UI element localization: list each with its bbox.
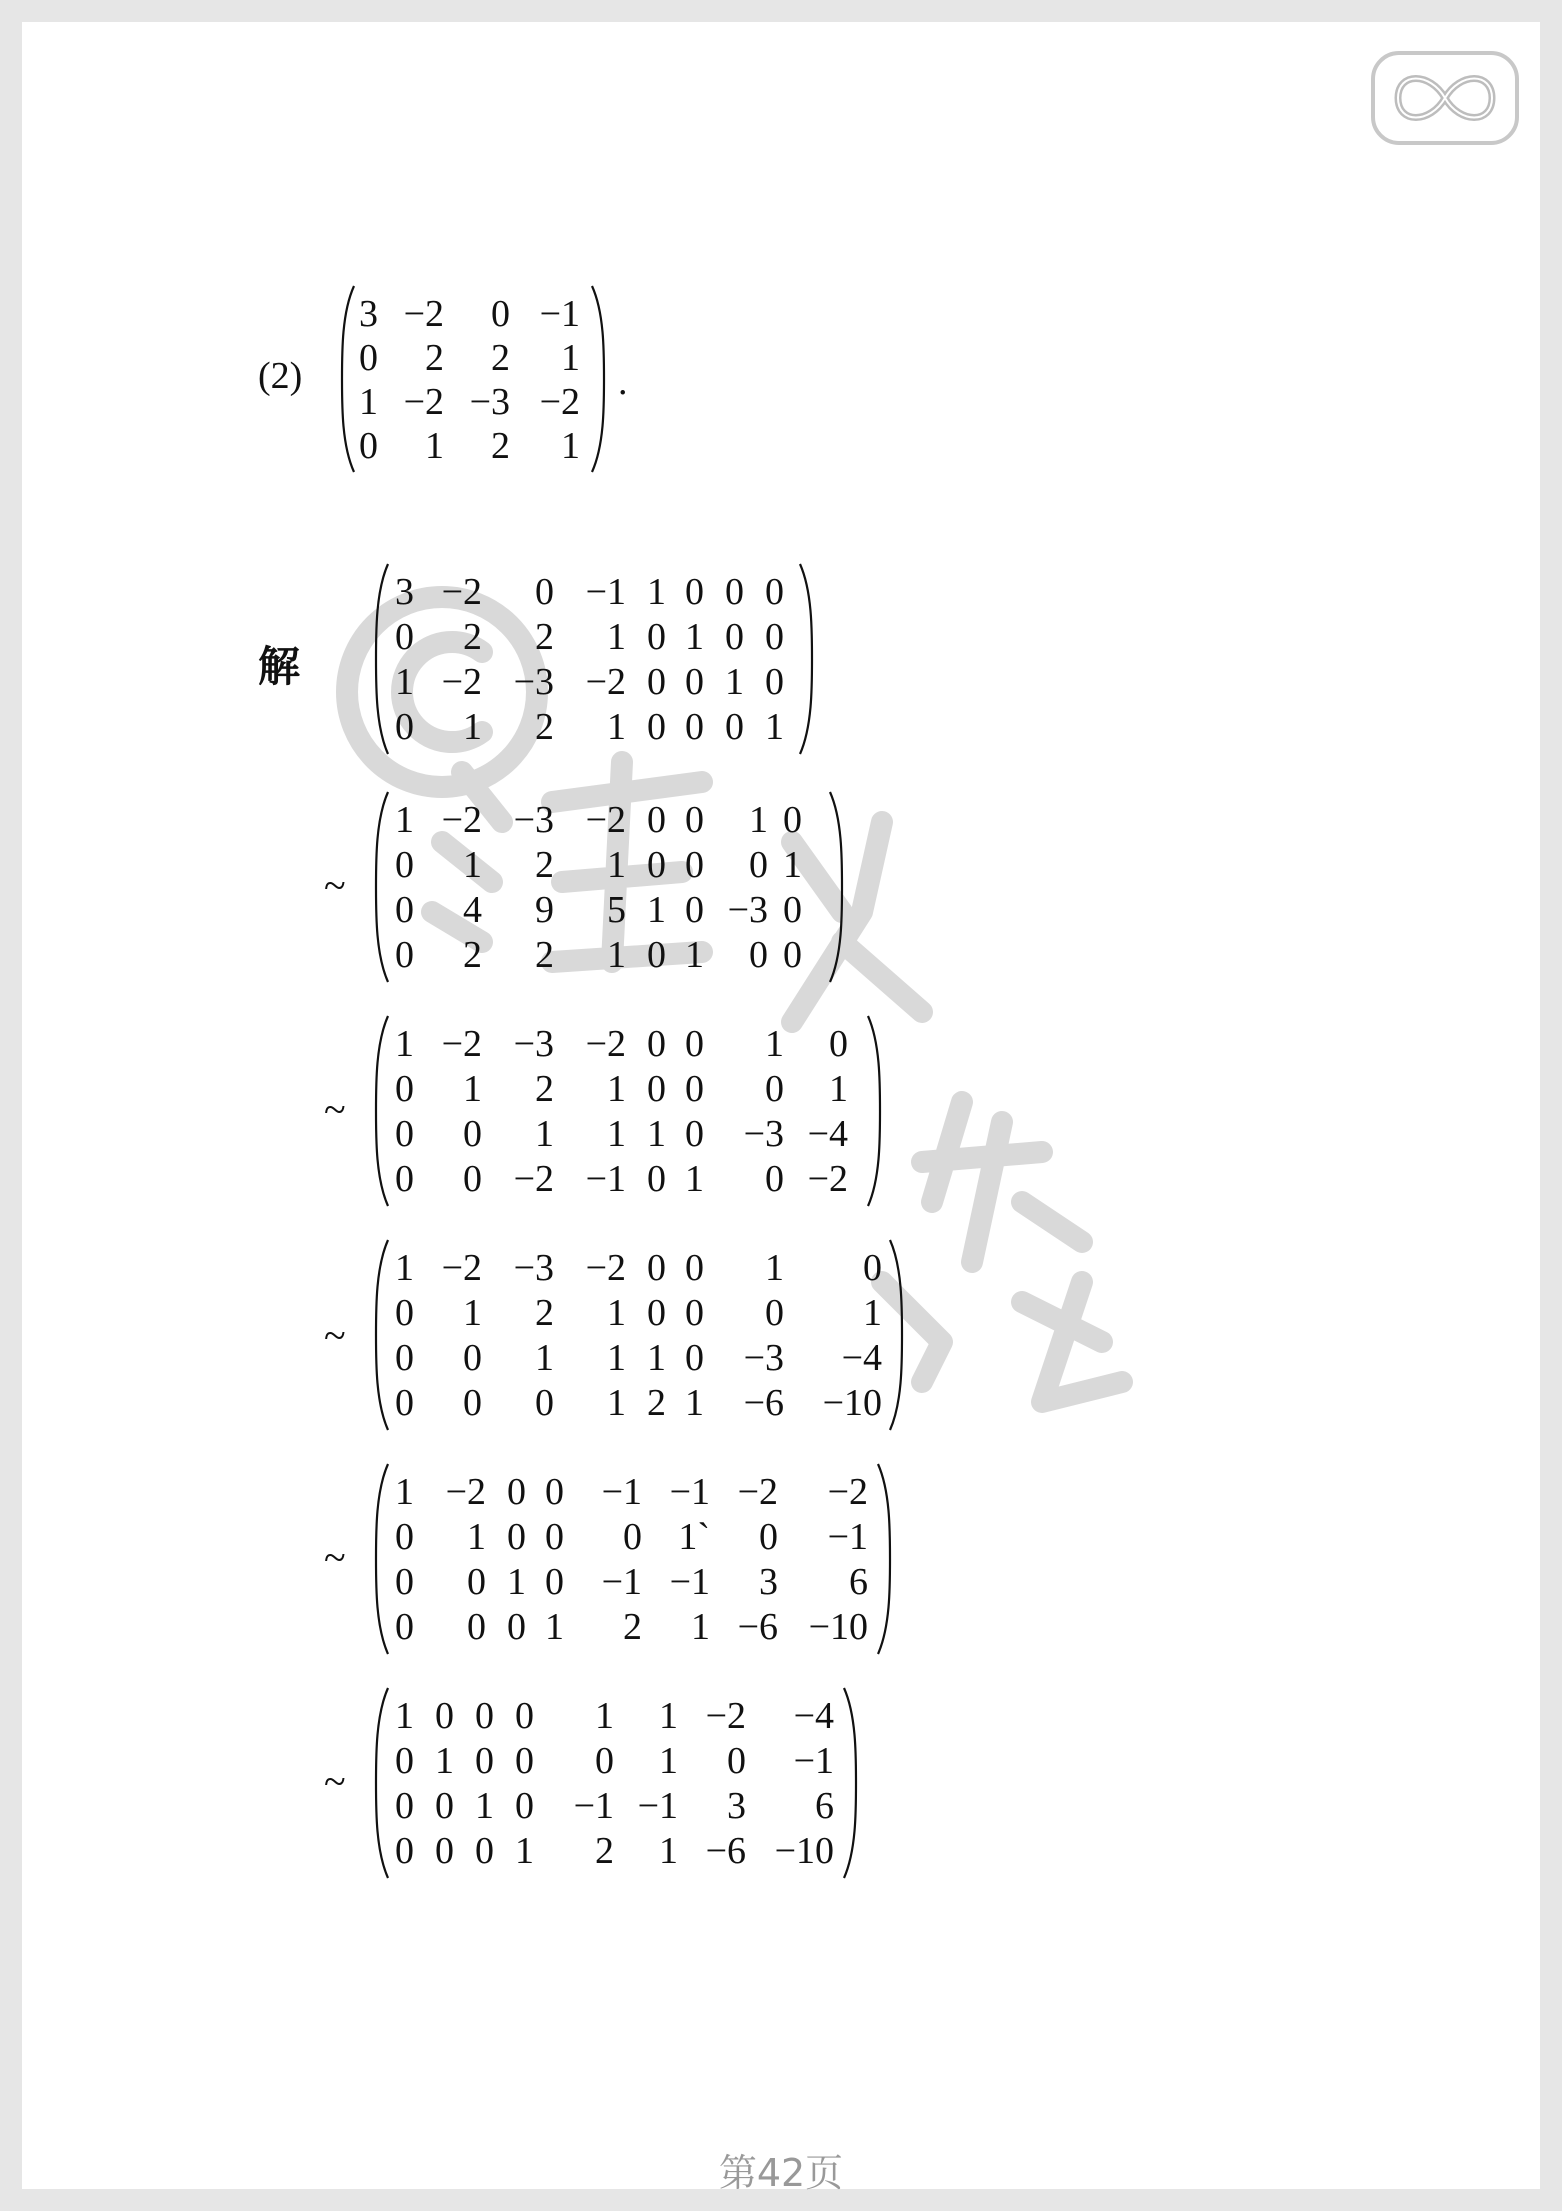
matrix-entry: −2 [441,799,482,841]
matrix-entry: 1 [647,571,666,613]
matrix-entry: 0 [783,799,802,841]
matrix-entry: 1 [863,1292,882,1334]
matrix-entry: −1 [669,1471,710,1513]
matrix-entry: 0 [765,616,784,658]
row-equivalence-tilde: ~ [324,1087,346,1132]
matrix-entry: 2 [491,337,510,379]
matrix-entry: 0 [545,1561,564,1603]
matrix-row [340,336,606,380]
matrix-entry: 0 [685,889,704,931]
matrix-entry: 3 [395,571,414,613]
matrix-entry: 1 [545,1606,564,1648]
matrix-entry: 1 [659,1695,678,1737]
matrix-entry: 0 [395,934,414,976]
matrix-row [374,1515,892,1559]
augmented-matrix-5 [374,1686,858,1880]
matrix-entry: 0 [395,1740,414,1782]
matrix-entry: 1 [765,1247,784,1289]
matrix-entry: 1 [359,381,378,423]
matrix-row [374,798,844,842]
matrix-entry: 1 [783,844,802,886]
matrix-entry: 0 [685,1337,704,1379]
matrix-entry: 1 [765,706,784,748]
matrix-entry: 1 [647,889,666,931]
matrix-row [374,1605,892,1649]
matrix-entry: −1 [539,293,580,335]
matrix-entry: 0 [395,1158,414,1200]
matrix-entry: −2 [585,1247,626,1289]
matrix-entry: 0 [463,1113,482,1155]
matrix-entry: −1 [669,1561,710,1603]
matrix-entry: 0 [507,1471,526,1513]
matrix-row [374,1739,858,1783]
matrix-entry: 0 [475,1740,494,1782]
matrix-entry: 0 [647,1068,666,1110]
matrix-row [374,660,814,704]
matrix-entry: 0 [463,1337,482,1379]
matrix-entry: 0 [395,1292,414,1334]
matrix-entry: 1 [561,337,580,379]
matrix-entry: 3 [759,1561,778,1603]
matrix-entry: −2 [441,571,482,613]
matrix-row [374,1112,882,1156]
matrix-row [374,705,814,749]
matrix-entry: 0 [727,1740,746,1782]
matrix-entry: −3 [513,1023,554,1065]
matrix-entry: 0 [395,1113,414,1155]
matrix-entry: 0 [395,1785,414,1827]
matrix-entry: 1 [607,1337,626,1379]
matrix-entry: 0 [491,293,510,335]
matrix-entry: 0 [829,1023,848,1065]
matrix-entry: 1 [463,844,482,886]
matrix-entry: 0 [395,1382,414,1424]
matrix-row [340,380,606,424]
row-equivalence-tilde: ~ [324,863,346,908]
matrix-entry: 0 [467,1606,486,1648]
matrix-entry: 0 [435,1695,454,1737]
matrix-entry: 0 [545,1471,564,1513]
matrix-entry: 0 [395,616,414,658]
matrix-row [340,292,606,336]
matrix-entry: −3 [743,1113,784,1155]
matrix-entry: 0 [647,799,666,841]
matrix-entry: 1 [607,1113,626,1155]
matrix-entry: 0 [395,1830,414,1872]
matrix-entry: −2 [827,1471,868,1513]
matrix-entry: 0 [647,706,666,748]
matrix-row [374,1470,892,1514]
matrix-entry: 1 [607,616,626,658]
matrix-entry: 3 [727,1785,746,1827]
matrix-entry: 1 [685,1382,704,1424]
matrix-entry: 2 [535,706,554,748]
matrix-entry: 0 [395,1606,414,1648]
matrix-entry: −1 [793,1740,834,1782]
matrix-entry: −2 [441,661,482,703]
matrix-entry: 0 [647,1247,666,1289]
matrix-row [374,1829,858,1873]
matrix-entry: 1 [691,1606,710,1648]
matrix-entry: −1 [585,571,626,613]
matrix-entry: 2 [623,1606,642,1648]
matrix-entry: 0 [749,934,768,976]
matrix-entry: 1 [685,934,704,976]
matrix-entry: −2 [441,1023,482,1065]
matrix-row [374,1067,882,1111]
matrix-entry: 6 [849,1561,868,1603]
matrix-row [374,1694,858,1738]
matrix-entry: 0 [395,1561,414,1603]
end-period: . [618,361,628,403]
matrix-entry: −4 [841,1337,882,1379]
matrix-entry: 0 [685,1023,704,1065]
matrix-entry: 1 [463,1292,482,1334]
matrix-entry: 0 [863,1247,882,1289]
matrix-row [374,615,814,659]
infinity-logo-icon [1370,50,1520,146]
matrix-entry: 1 [561,425,580,467]
matrix-entry: 2 [535,1292,554,1334]
matrix-entry: 1 [659,1830,678,1872]
matrix-entry: 1 [607,934,626,976]
matrix-entry: −1 [601,1561,642,1603]
matrix-row [374,1560,892,1604]
matrix-entry: 2 [535,616,554,658]
matrix-row [374,888,844,932]
matrix-entry: 1 [607,1382,626,1424]
matrix-entry: 1 [435,1740,454,1782]
matrix-entry: 1 [749,799,768,841]
matrix-entry: −3 [513,1247,554,1289]
matrix-entry: 1 [725,661,744,703]
problem-number: (2) [258,355,303,397]
matrix-entry: 1 [395,1695,414,1737]
matrix-entry: 0 [545,1516,564,1558]
matrix-entry: 0 [685,799,704,841]
matrix-entry: −6 [705,1830,746,1872]
matrix-entry: 0 [359,425,378,467]
matrix-entry: 0 [395,1516,414,1558]
matrix-entry: 0 [725,616,744,658]
matrix-entry: 1 [395,1247,414,1289]
matrix-entry: 1 [535,1113,554,1155]
matrix-entry: 1 [607,1068,626,1110]
matrix-entry: 0 [783,889,802,931]
matrix-entry: 1 [475,1785,494,1827]
matrix-entry: 0 [725,571,744,613]
matrix-entry: 0 [783,934,802,976]
augmented-matrix-1 [374,790,844,984]
matrix-entry: −10 [822,1382,882,1424]
matrix-entry: 1 [515,1830,534,1872]
matrix-entry: 0 [623,1516,642,1558]
matrix-row [374,1336,904,1380]
matrix-entry: 0 [395,844,414,886]
matrix-entry: 0 [463,1382,482,1424]
matrix-entry: 1 [765,1023,784,1065]
matrix-entry: −2 [807,1158,848,1200]
matrix-entry: 0 [535,1382,554,1424]
matrix-entry: 1` [678,1516,710,1558]
matrix-entry: 1 [425,425,444,467]
matrix-row [374,1157,882,1201]
matrix-entry: 0 [395,889,414,931]
matrix-entry: 0 [685,706,704,748]
matrix-entry: −2 [737,1471,778,1513]
matrix-entry: −10 [808,1606,868,1648]
matrix-entry: 1 [467,1516,486,1558]
matrix-entry: 4 [463,889,482,931]
matrix-entry: 0 [395,706,414,748]
matrix-entry: 0 [647,1292,666,1334]
matrix-entry: −3 [743,1337,784,1379]
matrix-entry: 0 [765,1068,784,1110]
matrix-entry: 0 [507,1516,526,1558]
matrix-entry: 0 [595,1740,614,1782]
matrix-entry: −4 [807,1113,848,1155]
matrix-row [374,1784,858,1828]
matrix-entry: 0 [395,1068,414,1110]
matrix-entry: 2 [535,1068,554,1110]
matrix-entry: 1 [463,706,482,748]
matrix-entry: −1 [601,1471,642,1513]
matrix-entry: −2 [539,381,580,423]
matrix-entry: 0 [435,1830,454,1872]
matrix-entry: 0 [725,706,744,748]
matrix-row [374,933,844,977]
matrix-entry: −3 [469,381,510,423]
matrix-entry: −2 [441,1247,482,1289]
matrix-entry: −2 [403,381,444,423]
matrix-entry: 2 [535,844,554,886]
matrix-entry: 0 [685,661,704,703]
matrix-entry: 3 [359,293,378,335]
matrix-entry: 6 [815,1785,834,1827]
matrix-entry: 0 [435,1785,454,1827]
matrix-entry: 1 [607,706,626,748]
matrix-row [374,843,844,887]
matrix-entry: 2 [491,425,510,467]
matrix-entry: −4 [793,1695,834,1737]
matrix-entry: 1 [659,1740,678,1782]
matrix-entry: 0 [765,1158,784,1200]
matrix-entry: −2 [513,1158,554,1200]
matrix-entry: 0 [515,1740,534,1782]
matrix-row [374,1246,904,1290]
matrix-entry: −6 [737,1606,778,1648]
matrix-entry: 1 [535,1337,554,1379]
matrix-entry: 1 [607,1292,626,1334]
matrix-entry: 1 [647,1113,666,1155]
matrix-entry: 0 [647,1158,666,1200]
matrix-entry: 0 [685,1247,704,1289]
matrix-row [340,424,606,468]
matrix-entry: 0 [647,844,666,886]
matrix-entry: 1 [607,844,626,886]
matrix-entry: −2 [445,1471,486,1513]
augmented-matrix-3 [374,1238,904,1432]
matrix-entry: 2 [425,337,444,379]
matrix-entry: 2 [463,616,482,658]
matrix-entry: −3 [513,661,554,703]
matrix-entry: 0 [467,1561,486,1603]
matrix-entry: 0 [463,1158,482,1200]
matrix-entry: 1 [829,1068,848,1110]
matrix-row [374,1291,904,1335]
matrix-entry: 0 [685,1292,704,1334]
matrix-entry: −1 [585,1158,626,1200]
matrix-entry: −3 [727,889,768,931]
matrix-row [374,570,814,614]
matrix-entry: 0 [395,1337,414,1379]
document-page [22,22,1540,2195]
matrix-entry: 0 [647,934,666,976]
row-equivalence-tilde: ~ [324,1313,346,1358]
matrix-entry: −2 [705,1695,746,1737]
matrix-entry: 0 [475,1695,494,1737]
matrix-entry: 2 [535,934,554,976]
matrix-entry: 1 [685,616,704,658]
matrix-entry: 5 [607,889,626,931]
matrix-entry: 0 [685,571,704,613]
row-equivalence-tilde: ~ [324,1535,346,1580]
matrix-entry: −6 [743,1382,784,1424]
matrix-entry: −2 [585,799,626,841]
matrix-entry: 0 [685,1113,704,1155]
matrix-entry: −2 [403,293,444,335]
augmented-matrix-2 [374,1014,882,1208]
matrix-entry: 0 [507,1606,526,1648]
matrix-entry: −10 [774,1830,834,1872]
row-equivalence-tilde: ~ [324,1759,346,1804]
matrix-entry: 0 [359,337,378,379]
matrix-entry: 2 [463,934,482,976]
matrix-entry: 0 [759,1516,778,1558]
matrix-entry: 0 [535,571,554,613]
matrix-entry: −1 [573,1785,614,1827]
solution-label: 解 [258,642,301,691]
matrix-entry: 0 [647,616,666,658]
matrix-entry: −1 [637,1785,678,1827]
matrix-entry: 0 [475,1830,494,1872]
matrix-entry: 0 [647,1023,666,1065]
matrix-entry: 2 [647,1382,666,1424]
matrix-entry: 0 [765,1292,784,1334]
matrix-entry: 1 [463,1068,482,1110]
problem-matrix [340,284,606,474]
matrix-entry: 1 [395,661,414,703]
matrix-entry: 1 [685,1158,704,1200]
matrix-entry: 2 [595,1830,614,1872]
augmented-matrix-4 [374,1462,892,1656]
matrix-entry: 0 [765,571,784,613]
matrix-entry: 1 [647,1337,666,1379]
matrix-row [374,1381,904,1425]
matrix-entry: 9 [535,889,554,931]
matrix-entry: −1 [827,1516,868,1558]
matrix-entry: 1 [395,1023,414,1065]
matrix-entry: −2 [585,661,626,703]
matrix-entry: 1 [395,799,414,841]
matrix-entry: 0 [515,1785,534,1827]
matrix-entry: 0 [515,1695,534,1737]
matrix-entry: −2 [585,1023,626,1065]
matrix-row [374,1022,882,1066]
matrix-entry: 1 [395,1471,414,1513]
page-number: 第42页 [718,2151,844,2195]
matrix-entry: 1 [595,1695,614,1737]
matrix-entry: −3 [513,799,554,841]
augmented-matrix-0 [374,562,814,756]
matrix-entry: 0 [685,844,704,886]
matrix-entry: 1 [507,1561,526,1603]
matrix-entry: 0 [647,661,666,703]
matrix-entry: 0 [685,1068,704,1110]
matrix-entry: 0 [749,844,768,886]
matrix-entry: 0 [765,661,784,703]
